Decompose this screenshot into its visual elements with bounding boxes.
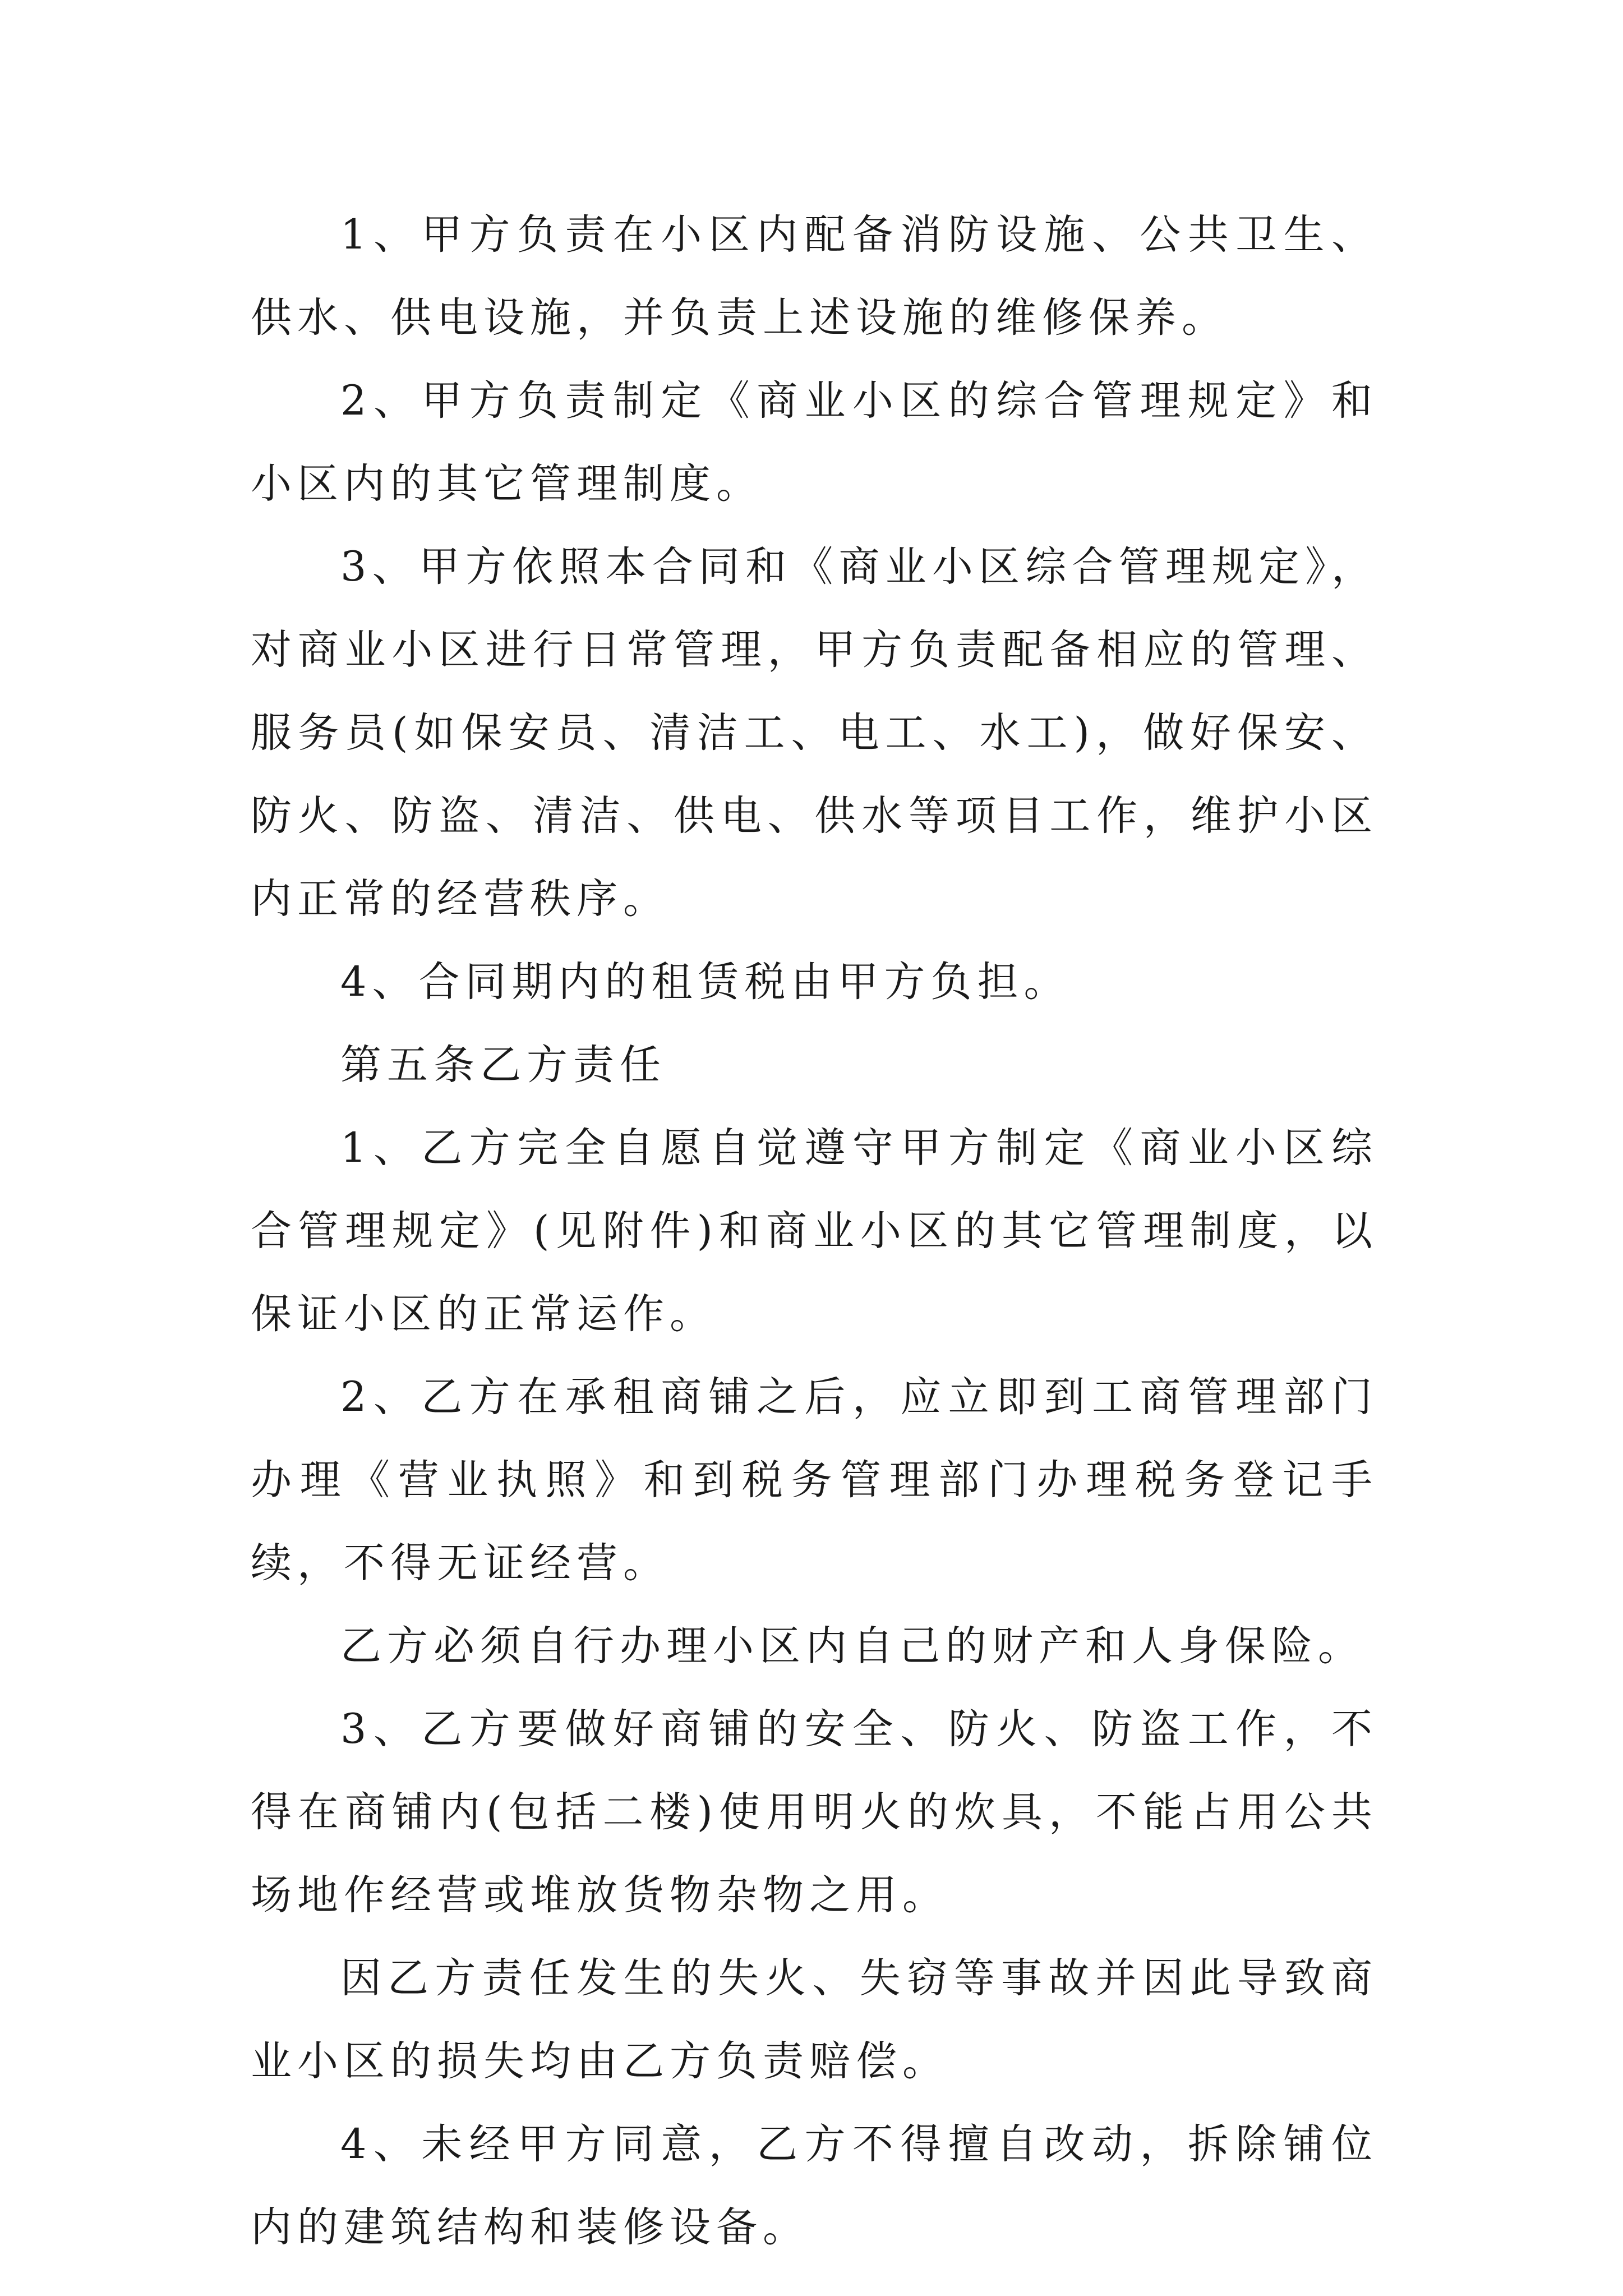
paragraph-clause-5-2: 2、乙方在承租商铺之后，应立即到工商管理部门办理《营业执照》和到税务管理部门办理税务登记手续，不得无证经营。 — [251, 1373, 1378, 1587]
paragraph-clause-5-2-note: 乙方必须自行办理小区内自己的财产和人身保险。 — [340, 1622, 1364, 1670]
paragraph-clause-5-4: 4、未经甲方同意，乙方不得擅自改动，拆除铺位内的建筑结构和装修设备。 — [251, 2120, 1378, 2251]
paragraph-clause-4-2: 2、甲方负责制定《商业小区的综合管理规定》和小区内的其它管理制度。 — [251, 377, 1378, 508]
paragraph-clause-4-3: 3、甲方依照本合同和《商业小区综合管理规定》，对商业小区进行日常管理，甲方负责配备相应的管理、服务员(如保安员、清洁工、电工、水工)，做好保安、防火、防盗、清洁、供电、供水等项目工作，维护小区内正常的经营秩序。 — [251, 543, 1378, 923]
section-heading-article-5: 第五条乙方责任 — [340, 1041, 666, 1089]
paragraph-clause-4-4: 4、合同期内的租赁税由甲方负担。 — [340, 958, 1071, 1006]
paragraph-clause-5-1: 1、乙方完全自愿自觉遵守甲方制定《商业小区综合管理规定》(见附件)和商业小区的其它管理制度，以保证小区的正常运作。 — [251, 1124, 1378, 1338]
document-body — [251, 194, 1378, 2269]
paragraph-clause-5-3-note: 因乙方责任发生的失火、失窃等事故并因此导致商业小区的损失均由乙方负责赔偿。 — [251, 1954, 1378, 2085]
paragraph-clause-4-1: 1、甲方负责在小区内配备消防设施、公共卫生、供水、供电设施，并负责上述设施的维修保养。 — [251, 211, 1378, 342]
paragraph-clause-5-3: 3、乙方要做好商铺的安全、防火、防盗工作，不得在商铺内(包括二楼)使用明火的炊具，不能占用公共场地作经营或堆放货物杂物之用。 — [251, 1705, 1378, 1919]
